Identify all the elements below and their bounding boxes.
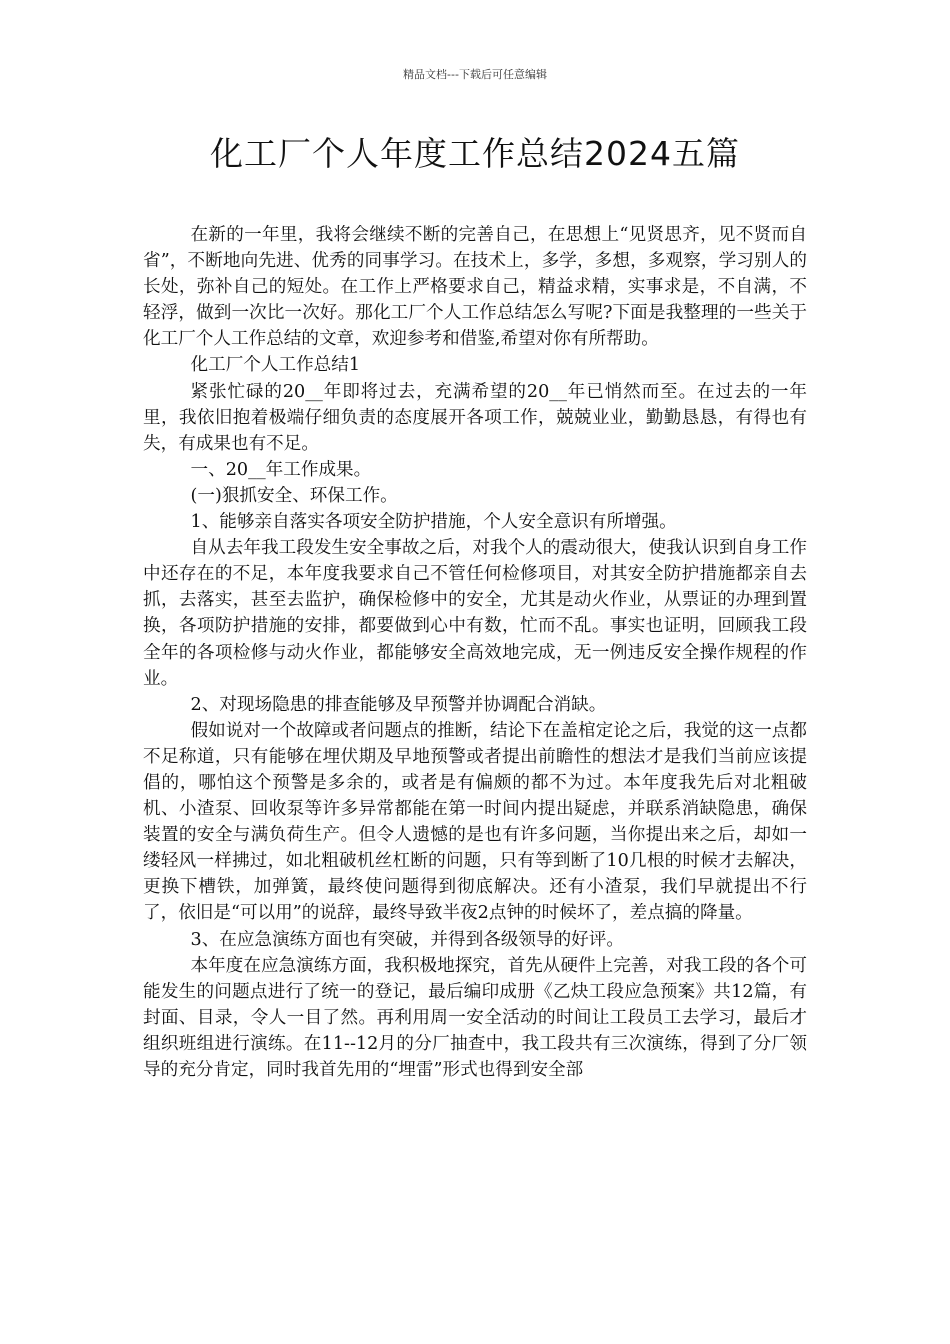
paragraph: 假如说对一个故障或者问题点的推断，结论下在盖棺定论之后，我觉的这一点都不足称道，只有能够在埋伏期及早地预警或者提出前瞻性的想法才是我们当前应该提倡的，哪怕这个预警是多余的，或者是有偏颇的都不为过。本年度我先后对北粗破机、小渣泵、回收泵等许多异常都能在第一时间内提出疑虑，并联系消缺隐患，确保装置的安全与满负荷生产。但令人遗憾的是也有许多问题，当你提出来之后，却如一缕轻风一样拂过，如北粗破机丝杠断的问题，只有等到断了10几根的时候才去解决，更换下槽铁，加弹簧，最终使问题得到彻底解决。还有小渣泵，我们早就提出不行了，依旧是“可以用”的说辞，最终导致半夜2点钟的时候坏了，差点搞的降量。 xyxy=(143,720,807,924)
document-body xyxy=(143,222,807,1083)
paragraph: 化工厂个人工作总结1 xyxy=(190,355,361,376)
header-note: 精品文档---下载后可任意编辑 xyxy=(403,68,547,81)
paragraph: (一)狠抓安全、环保工作。 xyxy=(190,485,398,506)
document-title: 化工厂个人年度工作总结2024五篇 xyxy=(210,134,740,173)
paragraph: 在新的一年里，我将会继续不断的完善自己，在思想上“见贤思齐，见不贤而自省”，不断地向先进、优秀的同事学习。在技术上，多学，多想，多观察，学习别人的长处，弥补自己的短处。在工作上严格要求自己，精益求精，实事求是，不自满，不轻浮，做到一次比一次好。那化工厂个人工作总结怎么写呢?下面是我整理的一些关于化工厂个人工作总结的文章，欢迎参考和借鉴,希望对你有所帮助。 xyxy=(143,225,807,350)
paragraph: 紧张忙碌的20__年即将过去，充满希望的20__年已悄然而至。在过去的一年里，我依旧抱着极端仔细负责的态度展开各项工作，兢兢业业，勤勤恳恳，有得也有失，有成果也有不足。 xyxy=(143,381,807,454)
paragraph: 3、在应急演练方面也有突破，并得到各级领导的好评。 xyxy=(190,929,624,950)
paragraph: 一、20__年工作成果。 xyxy=(190,459,372,480)
paragraph: 2、对现场隐患的排查能够及早预警并协调配合消缺。 xyxy=(190,694,607,715)
paragraph: 1、能够亲自落实各项安全防护措施，个人安全意识有所增强。 xyxy=(190,512,677,533)
paragraph: 本年度在应急演练方面，我积极地探究，首先从硬件上完善，对我工段的各个可能发生的问题点进行了统一的登记，最后编印成册《乙炔工段应急预案》共12篇，有封面、目录，令人一目了然。再利用周一安全活动的时间让工段员工去学习，最后才组织班组进行演练。在11--12月的分厂抽查中，我工段共有三次演练，得到了分厂领导的充分肯定，同时我首先用的“埋雷”形式也得到安全部 xyxy=(143,955,807,1080)
paragraph: 自从去年我工段发生安全事故之后，对我个人的震动很大，使我认识到自身工作中还存在的不足，本年度我要求自己不管任何检修项目，对其安全防护措施都亲自去抓，去落实，甚至去监护，确保检修中的安全，尤其是动火作业，从票证的办理到置换，各项防护措施的安排，都要做到心中有数，忙而不乱。事实也证明，回顾我工段全年的各项检修与动火作业，都能够安全高效地完成，无一例违反安全操作规程的作业。 xyxy=(143,538,807,689)
